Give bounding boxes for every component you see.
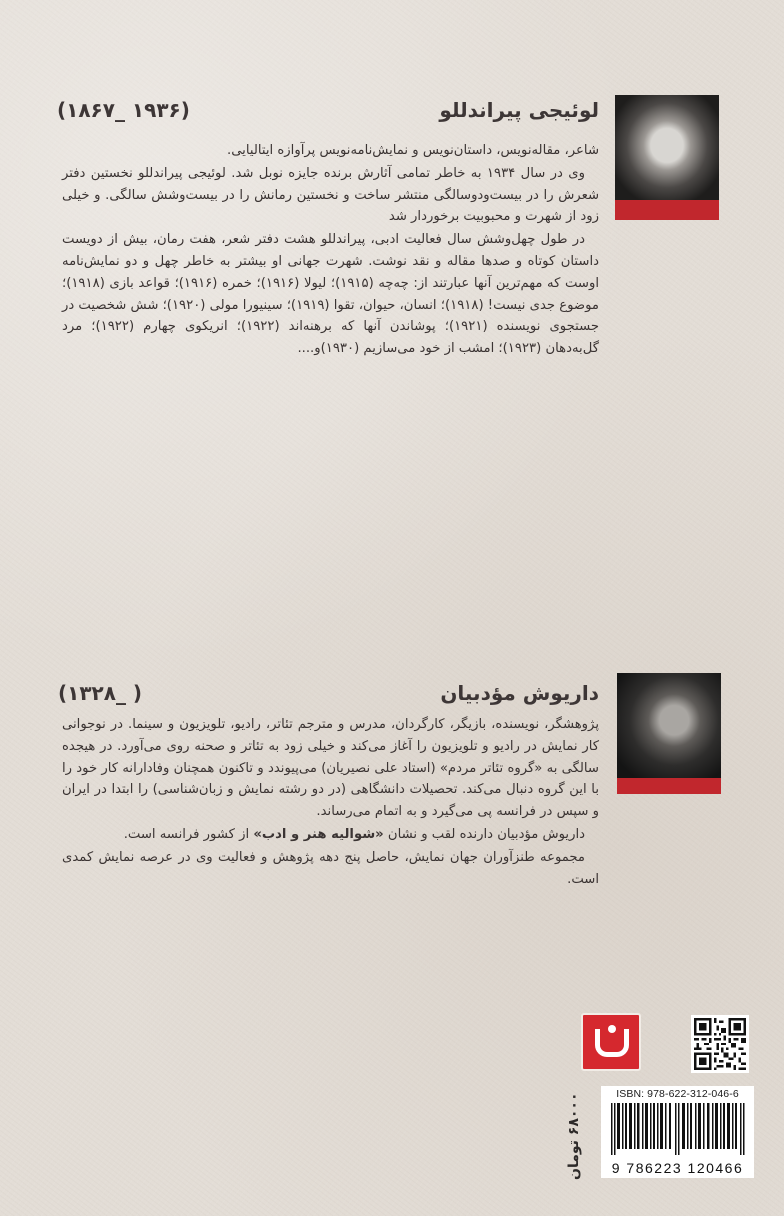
logo-mark [595, 1029, 629, 1057]
logo-dot [608, 1025, 616, 1033]
award-name: «شوالیه هنر و ادب» [253, 826, 384, 842]
barcode-bars [609, 1103, 747, 1155]
author-photo-pirandello [615, 95, 719, 220]
portrait-red-band [615, 200, 719, 220]
portrait-image [617, 673, 721, 778]
closing-paragraph: مجموعه طنزآوران جهان نمایش، حاصل پنج دهه پژوهش و فعالیت وی در عرصه نمایش کمدی است. [62, 849, 599, 887]
barcode-panel [601, 1086, 754, 1178]
bio-paragraph: در طول چهل‌وشش سال فعالیت ادبی، پیراندللو هشت دفتر شعر، هفت رمان، بیش از دویست داستان کوتاه و صدها مقاله و نقد نوشت. شهرت جهانی او بیشتر به خاطر چهل و دو نمایش‌نامه اوست که مهم‌ترین آنها عبارتند از: چه‌چه (۱۹۱۵)؛ لیولا (۱۹۱۶)؛ خمره (۱۹۱۶)؛ قواعد بازی (۱۹۱۸)؛ موضوع جدی نیست! (۱۹۱۸)؛ انسان، حیوان، تقوا (۱۹۱۹)؛ سینیورا مولی (۱۹۲۰)؛ شش شخصیت در جستجوی نویسنده (۱۹۲۱)؛ پوشاندن آنها که برهنه‌اند (۱۹۲۲)؛ انریکوی چهارم (۱۹۲۲)؛ مرد گل‌به‌دهان (۱۹۲۳)؛ امشب از خود می‌سازیم (۱۹۳۰)و.... [62, 232, 600, 357]
portrait-red-band [617, 778, 721, 794]
publisher-logo [581, 1013, 641, 1071]
author-dates-pirandello: (۱۸۶۷_ ۱۹۳۶) [57, 98, 190, 122]
bio-moadabian [62, 714, 599, 891]
bio-paragraph: پژوهشگر، نویسنده، بازیگر، کارگردان، مدرس و مترجم تئاتر، رادیو، تلویزیون و سینما. در نوجوانی کار نمایش در رادیو و تلویزیون را آغاز می‌کند و خیلی زود به تئاتر و صحنه روی می‌آورد. در هیجده سالگی به «گروه تئاتر مردم» (استاد علی نصیریان) می‌پیوندد و تاکنون همچنان وفادارانه کار خود را با این گروه دنبال می‌کند. تحصیلات دانشگاهی (در دو رشته نمایش و زبان‌شناسی) را ابتدا در ایران و سپس در فرانسه پی می‌گیرد و به اتمام می‌رساند. [62, 717, 599, 820]
bio-paragraph: شاعر، مقاله‌نویس، داستان‌نویس و نمایش‌نامه‌نویس پرآوازه ایتالیایی. [227, 143, 599, 158]
qr-code[interactable] [691, 1015, 749, 1073]
award-text-pre: داریوش مؤدبیان دارنده لقب و نشان [383, 826, 585, 842]
price-label: ۶۸۰۰۰ تومان [566, 1092, 582, 1180]
author-dates-moadabian: (۱۳۲۸_ ) [58, 681, 143, 705]
bio-pirandello [62, 140, 599, 361]
award-paragraph [62, 824, 599, 846]
bio-paragraph: وی در سال ۱۹۳۴ به خاطر تمامی آثارش برنده جایزه نوبل شد. لوئیجی پیراندللو نخستین دفتر شعرش را در بیست‌ودوسالگی منتشر ساخت و نخستین رمانش را در بیست‌وشش سالگی. و خیلی زود از شهرت و محبوبیت برخوردار شد [62, 165, 599, 225]
portrait-image [615, 95, 719, 200]
author-name-pirandello: لوئیجی پیراندللو [439, 98, 599, 122]
qr-code-graphic [694, 1018, 746, 1070]
author-name-moadabian: داریوش مؤدبیان [440, 681, 599, 705]
award-text-post: از کشور فرانسه است. [123, 826, 254, 842]
isbn-label: ISBN: 978-622-312-046-6 [616, 1088, 739, 1100]
author-photo-moadabian [617, 673, 721, 794]
barcode-digits: 9 786223 120466 [611, 1160, 744, 1176]
